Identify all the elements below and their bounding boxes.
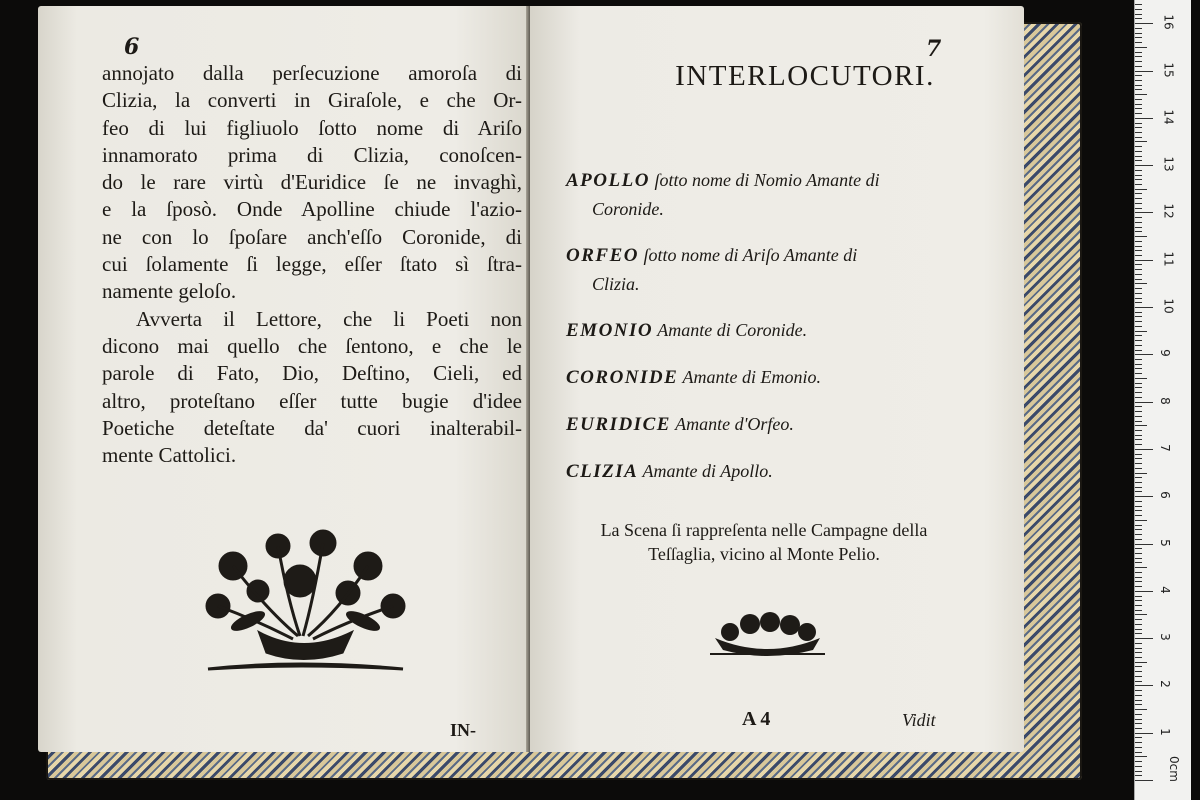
ruler-tick	[1135, 264, 1142, 265]
ruler-tick	[1135, 709, 1147, 710]
ruler-tick	[1135, 491, 1142, 492]
ruler-tick	[1135, 255, 1142, 256]
ruler-tick	[1135, 80, 1142, 81]
character-name: EMONIO	[566, 320, 654, 341]
ruler-tick	[1135, 23, 1153, 24]
ruler-label: 10	[1161, 298, 1176, 314]
ruler-tick	[1135, 193, 1142, 194]
ruler-tick	[1135, 364, 1142, 365]
scene-line-2: Teſſaglia, vicino al Monte Pelio.	[648, 544, 880, 564]
ruler-tick	[1135, 387, 1142, 388]
ruler-label: 5	[1157, 538, 1172, 547]
ruler-tick	[1135, 477, 1142, 478]
ruler-tick	[1135, 47, 1147, 48]
ruler-tick	[1135, 279, 1142, 280]
ruler-tick	[1135, 227, 1142, 228]
ruler-tick	[1135, 435, 1142, 436]
ruler-tick	[1135, 189, 1147, 190]
ruler-tick	[1135, 610, 1142, 611]
flower-basket-woodcut	[188, 521, 418, 671]
ruler-tick	[1135, 132, 1142, 133]
character-description: Amante di Emonio.	[678, 367, 821, 387]
ruler-tick	[1135, 283, 1147, 284]
character-name: EURIDICE	[566, 414, 671, 435]
ruler-tick	[1135, 312, 1142, 313]
ruler-tick	[1135, 14, 1142, 15]
ruler-tick	[1135, 761, 1142, 762]
ruler-tick	[1135, 525, 1142, 526]
ruler-tick	[1135, 534, 1142, 535]
ruler-tick	[1135, 175, 1142, 176]
ruler-tick	[1135, 241, 1142, 242]
ruler-tick	[1135, 402, 1153, 403]
ruler-tick	[1135, 657, 1142, 658]
ruler-tick	[1135, 52, 1142, 53]
character-description: Amante di Apollo.	[638, 461, 773, 481]
ruler-tick	[1135, 127, 1142, 128]
ruler-tick	[1135, 425, 1147, 426]
ruler-label: 2	[1157, 680, 1172, 689]
ruler-tick	[1135, 160, 1142, 161]
ruler-tick	[1135, 648, 1142, 649]
ruler-tick	[1135, 515, 1142, 516]
ruler-tick	[1135, 539, 1142, 540]
ruler-tick	[1135, 676, 1142, 677]
ruler-tick	[1135, 250, 1142, 251]
ruler-tick	[1135, 89, 1142, 90]
ruler-tick	[1135, 586, 1142, 587]
paragraph-2	[102, 306, 522, 470]
text-line: dicono mai quello che ſentono, e che le	[102, 333, 522, 358]
ruler-label: 14	[1161, 109, 1176, 125]
ruler-tick	[1135, 416, 1142, 417]
ruler-tick	[1135, 179, 1142, 180]
cast-item	[566, 410, 966, 439]
ruler-tick	[1135, 752, 1142, 753]
text-line: parole di Fato, Dio, Deſtino, Cieli, ed	[102, 361, 522, 386]
ruler-tick	[1135, 468, 1142, 469]
ruler-tick	[1135, 293, 1142, 294]
right-catchword: Vidit	[902, 710, 936, 730]
scene-line-1: La Scena ſi rappreſenta nelle Campagne della	[600, 520, 928, 540]
ruler-tick	[1135, 685, 1153, 686]
ruler-tick	[1135, 75, 1142, 76]
right-page	[530, 6, 1024, 752]
ruler-tick	[1135, 66, 1142, 67]
ruler-tick	[1135, 302, 1142, 303]
ruler-tick	[1135, 643, 1142, 644]
text-line: Avverta il Lettore, che li Poeti non	[136, 306, 522, 331]
ruler-tick	[1135, 700, 1142, 701]
ruler-tick	[1135, 222, 1142, 223]
text-line: ne con lo ſpoſare anch'eſſo Coronide, di	[102, 224, 522, 249]
ruler-tick	[1135, 572, 1142, 573]
left-page-number: 6	[124, 34, 140, 60]
ruler-tick	[1135, 449, 1153, 450]
ruler-tick	[1135, 633, 1142, 634]
ruler-tick	[1135, 591, 1153, 592]
ruler-tick	[1135, 430, 1142, 431]
ruler-tick	[1135, 619, 1142, 620]
ruler-tick	[1135, 203, 1142, 204]
cast-item	[566, 241, 966, 298]
ruler-tick	[1135, 113, 1142, 114]
ruler-tick	[1135, 42, 1142, 43]
ruler-tick	[1135, 596, 1142, 597]
ruler-tick	[1135, 444, 1142, 445]
cast-item	[566, 457, 966, 486]
ruler-label: 13	[1161, 156, 1176, 172]
left-page	[38, 6, 528, 752]
ruler-tick	[1135, 496, 1153, 497]
text-line: Poetiche deteſtate da' cuori inalterabil-	[102, 415, 522, 440]
ruler-tick	[1135, 368, 1142, 369]
ruler-tick	[1135, 331, 1147, 332]
ruler-tick	[1135, 104, 1142, 105]
ruler-label: 4	[1157, 585, 1172, 594]
ruler-tick	[1135, 695, 1142, 696]
ruler-tick	[1135, 359, 1142, 360]
ruler-tick	[1135, 520, 1147, 521]
ruler-tick	[1135, 771, 1142, 772]
ruler-tick	[1135, 581, 1142, 582]
ruler-label: 12	[1161, 203, 1176, 220]
text-line: mente Cattolici.	[102, 443, 237, 468]
ruler-tick	[1135, 354, 1153, 355]
text-line: annojato dalla perſecuzione amoroſa di	[102, 61, 522, 85]
text-line: Clizia, la converti in Giraſole, e che Or-	[102, 88, 522, 113]
ruler-tick	[1135, 605, 1142, 606]
ruler-tick	[1135, 350, 1142, 351]
left-catchword: IN-	[450, 720, 476, 740]
ruler-tick	[1135, 614, 1147, 615]
ruler-tick	[1135, 624, 1142, 625]
ruler-tick	[1135, 141, 1147, 142]
ruler-tick	[1135, 156, 1142, 157]
character-description: Amante di Coronide.	[653, 320, 808, 340]
cast-list	[566, 166, 966, 504]
character-description-cont: Coronide.	[592, 199, 664, 219]
character-name: CLIZIA	[566, 461, 639, 482]
ruler-tick	[1135, 600, 1142, 601]
cast-item	[566, 363, 966, 392]
ruler-tick	[1135, 269, 1142, 270]
ruler-tick	[1135, 212, 1153, 213]
text-line: e la ſposò. Onde Apolline chiude l'azio-	[102, 197, 522, 222]
text-line: do le rare virtù d'Euridice ſe ne invaghì,	[102, 170, 522, 195]
text-line: innamorato prima di Clizia, conoſcen-	[102, 142, 522, 167]
page-heading: INTERLOCUTORI.	[675, 60, 935, 92]
ruler-tick	[1135, 681, 1142, 682]
signature-mark: A 4	[742, 708, 771, 730]
ruler-tick	[1135, 94, 1147, 95]
ruler-tick	[1135, 666, 1142, 667]
ruler-tick	[1135, 421, 1142, 422]
ruler-tick	[1135, 562, 1142, 563]
ruler-tick	[1135, 378, 1147, 379]
ruler-label: 16	[1161, 14, 1176, 30]
ruler-tick	[1135, 652, 1142, 653]
text-line: namente geloſo.	[102, 279, 237, 304]
ruler-tick	[1135, 510, 1142, 511]
cast-item	[566, 316, 966, 345]
ruler-tick	[1135, 28, 1142, 29]
ruler-tick	[1135, 307, 1153, 308]
ruler-tick	[1135, 326, 1142, 327]
ruler-tick	[1135, 236, 1147, 237]
character-name: APOLLO	[566, 170, 650, 191]
ruler-tick	[1135, 529, 1142, 530]
ruler-tick	[1135, 56, 1142, 57]
ruler-tick	[1135, 728, 1142, 729]
ruler-tick	[1135, 246, 1142, 247]
ruler-tick	[1135, 340, 1142, 341]
character-description: ſotto nome di Ariſo Amante di	[638, 245, 858, 265]
ruler-tick	[1135, 18, 1142, 19]
ruler-tick	[1135, 71, 1153, 72]
ruler-tick	[1135, 577, 1142, 578]
ruler-label: 9	[1157, 349, 1172, 358]
ruler-tick	[1135, 704, 1142, 705]
ruler-tick	[1135, 288, 1142, 289]
ruler-tick	[1135, 85, 1142, 86]
ruler-tick	[1135, 137, 1142, 138]
cast-item	[566, 166, 966, 223]
ruler-tick	[1135, 458, 1142, 459]
ruler-tick	[1135, 439, 1142, 440]
ruler-tick	[1135, 780, 1153, 781]
ruler-tick	[1135, 558, 1142, 559]
ruler-tick	[1135, 454, 1142, 455]
character-description-cont: Clizia.	[592, 274, 640, 294]
ruler-tick	[1135, 487, 1142, 488]
character-name: ORFEO	[566, 245, 639, 266]
ruler-tick	[1135, 723, 1142, 724]
ruler-tick	[1135, 719, 1142, 720]
ruler-label: 6	[1157, 491, 1172, 500]
ruler-tick	[1135, 208, 1142, 209]
ruler-tick	[1135, 61, 1142, 62]
ruler-tick	[1135, 4, 1142, 5]
ruler-tick	[1135, 217, 1142, 218]
text-line: cui ſolamente ſi legge, eſſer ſtato sì ſtra-	[102, 252, 522, 277]
ruler-tick	[1135, 345, 1142, 346]
ruler-tick	[1135, 742, 1142, 743]
ruler-tick	[1135, 198, 1142, 199]
ruler-tick	[1135, 662, 1147, 663]
ruler-tick	[1135, 506, 1142, 507]
ruler-tick	[1135, 747, 1142, 748]
ruler-label: 0cm	[1166, 756, 1181, 782]
ruler-tick	[1135, 756, 1147, 757]
ruler-label: 7	[1157, 444, 1172, 452]
fruit-bowl-woodcut	[705, 610, 830, 658]
ruler-tick	[1135, 733, 1153, 734]
ruler-tick	[1135, 638, 1153, 639]
character-description: ſotto nome di Nomio Amante di	[649, 170, 880, 190]
ruler-tick	[1135, 553, 1142, 554]
ruler-tick	[1135, 184, 1142, 185]
ruler-tick	[1135, 151, 1142, 152]
ruler-tick	[1135, 383, 1142, 384]
ruler-tick	[1135, 473, 1147, 474]
ruler-tick	[1135, 671, 1142, 672]
ruler-tick	[1135, 170, 1142, 171]
ruler-tick	[1135, 165, 1153, 166]
ruler-tick	[1135, 766, 1142, 767]
ruler-tick	[1135, 411, 1142, 412]
text-line: altro, proteſtano eſſer tutte bugie d'idee	[102, 388, 522, 413]
ruler-tick	[1135, 392, 1142, 393]
ruler-tick	[1135, 373, 1142, 374]
paragraph-1	[102, 60, 522, 306]
ruler-tick	[1135, 260, 1153, 261]
ruler-tick	[1135, 714, 1142, 715]
right-page-number: 7	[926, 36, 942, 62]
ruler-tick	[1135, 298, 1142, 299]
ruler-tick	[1135, 321, 1142, 322]
ruler-label: 15	[1161, 61, 1176, 78]
ruler-tick	[1135, 567, 1147, 568]
ruler-tick	[1135, 406, 1142, 407]
ruler-tick	[1135, 146, 1142, 147]
ruler-tick	[1135, 108, 1142, 109]
ruler-tick	[1135, 274, 1142, 275]
scene-description	[554, 518, 974, 566]
ruler-tick	[1135, 33, 1142, 34]
ruler-tick	[1135, 335, 1142, 336]
ruler-tick	[1135, 690, 1142, 691]
ruler-tick	[1135, 501, 1142, 502]
ruler-tick	[1135, 737, 1142, 738]
ruler-tick	[1135, 231, 1142, 232]
ruler-tick	[1135, 316, 1142, 317]
ruler-tick	[1135, 37, 1142, 38]
character-description: Amante d'Orfeo.	[670, 414, 794, 434]
ruler-tick	[1135, 9, 1142, 10]
ruler-label: 8	[1157, 396, 1172, 405]
ruler-label: 3	[1157, 633, 1172, 641]
ruler-label: 1	[1157, 727, 1172, 736]
character-name: CORONIDE	[566, 367, 679, 388]
ruler-label: 11	[1161, 251, 1176, 267]
ruler-tick	[1135, 482, 1142, 483]
measurement-ruler	[1134, 0, 1191, 800]
ruler-tick	[1135, 629, 1142, 630]
ruler-tick	[1135, 118, 1153, 119]
ruler-tick	[1135, 397, 1142, 398]
ruler-tick	[1135, 544, 1153, 545]
ruler-tick	[1135, 775, 1142, 776]
text-line: feo di lui figliuolo ſotto nome di Ariſo	[102, 115, 522, 140]
ruler-tick	[1135, 99, 1142, 100]
left-body-text	[102, 60, 522, 469]
ruler-tick	[1135, 463, 1142, 464]
ruler-tick	[1135, 548, 1142, 549]
ruler-tick	[1135, 123, 1142, 124]
